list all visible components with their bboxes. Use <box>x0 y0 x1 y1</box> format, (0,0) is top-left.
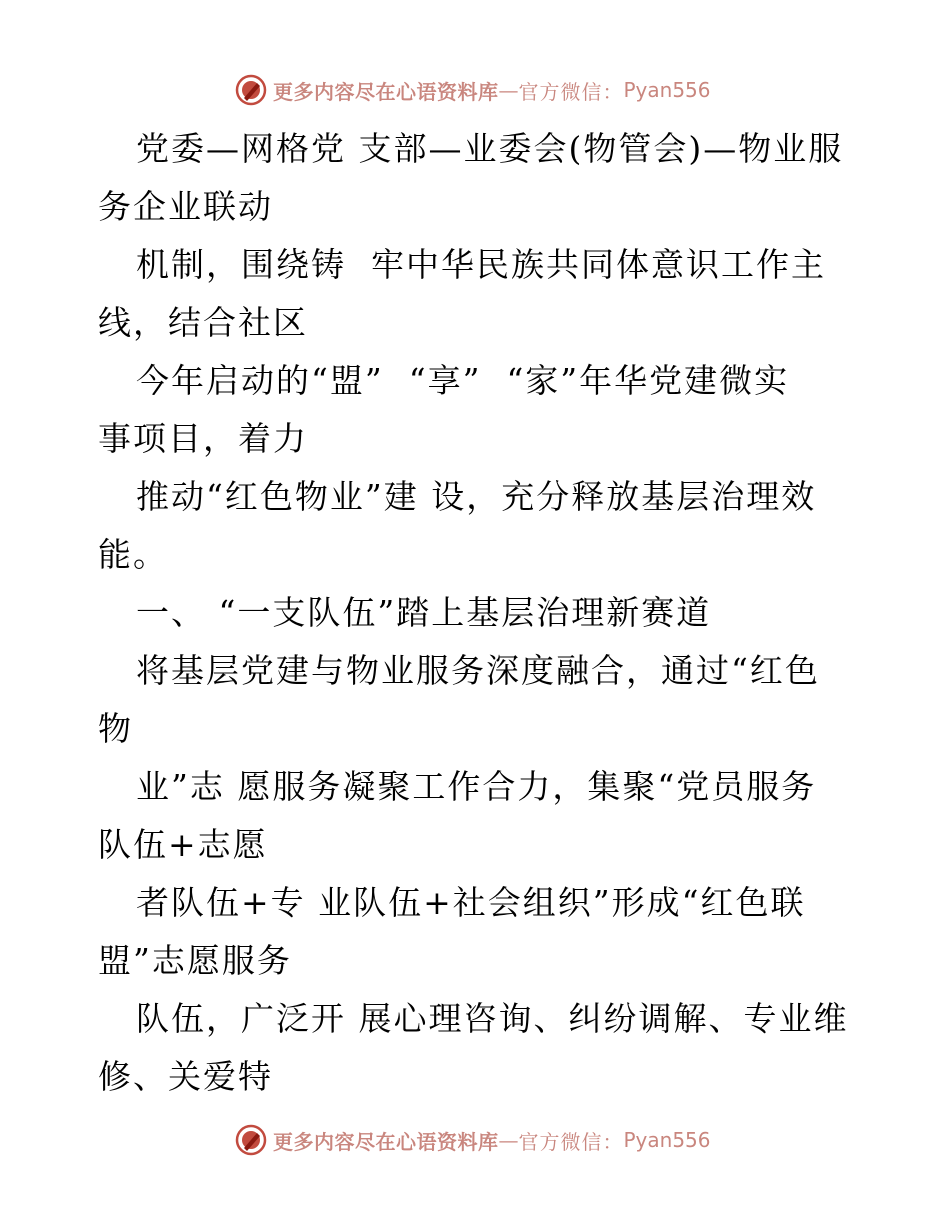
text-line: 物 <box>98 709 133 748</box>
banner-separator: — <box>498 1128 519 1152</box>
banner-wechat-id: Pyan556 <box>623 78 711 102</box>
banner-text: 更多内容尽在心语资料库 <box>273 1129 499 1154</box>
text-line: 业”志 愿服务凝聚工作合力，集聚“党员服务 <box>136 767 817 806</box>
text-line: 将基层党建与物业服务深度融合，通过“红色 <box>136 651 820 690</box>
section-heading: 一、 “一支队伍”踏上基层治理新赛道 <box>136 593 712 632</box>
pen-logo-icon <box>235 74 267 106</box>
text-line: 线，结合社区 <box>98 303 308 342</box>
text-line: 事项目，着力 <box>98 419 308 458</box>
banner-label: 官方微信： <box>518 79 624 104</box>
footer-banner <box>235 1122 755 1158</box>
banner-separator: — <box>498 78 519 102</box>
text-line: 者队伍+专 业队伍+社会组织”形成“红色联 <box>136 883 806 922</box>
text-line: 能。 <box>98 535 168 574</box>
text-line: 今年启动的“盟” “享” “家”年华党建微实 <box>136 361 790 400</box>
text-line: 盟”志愿服务 <box>98 941 292 980</box>
banner-text: 更多内容尽在心语资料库 <box>273 79 499 104</box>
text-line: 修、关爱特 <box>98 1057 273 1096</box>
text-line: 务企业联动 <box>98 187 273 226</box>
text-line: 队伍，广泛开 展心理咨询、纠纷调解、专业维 <box>136 999 849 1038</box>
header-banner <box>235 72 755 108</box>
pen-logo-icon <box>235 1124 267 1156</box>
text-line: 推动“红色物业”建 设，充分释放基层治理效 <box>136 477 817 516</box>
banner-wechat-id: Pyan556 <box>623 1128 711 1152</box>
text-line: 党委—网格党 支部—业委会(物管会)—物业服 <box>136 129 844 168</box>
text-line: 机制，围绕铸 牢中华民族共同体意识工作主 <box>136 245 826 284</box>
text-line: 队伍+志愿 <box>98 825 268 864</box>
document-body <box>98 120 858 1106</box>
banner-label: 官方微信： <box>518 1129 624 1154</box>
